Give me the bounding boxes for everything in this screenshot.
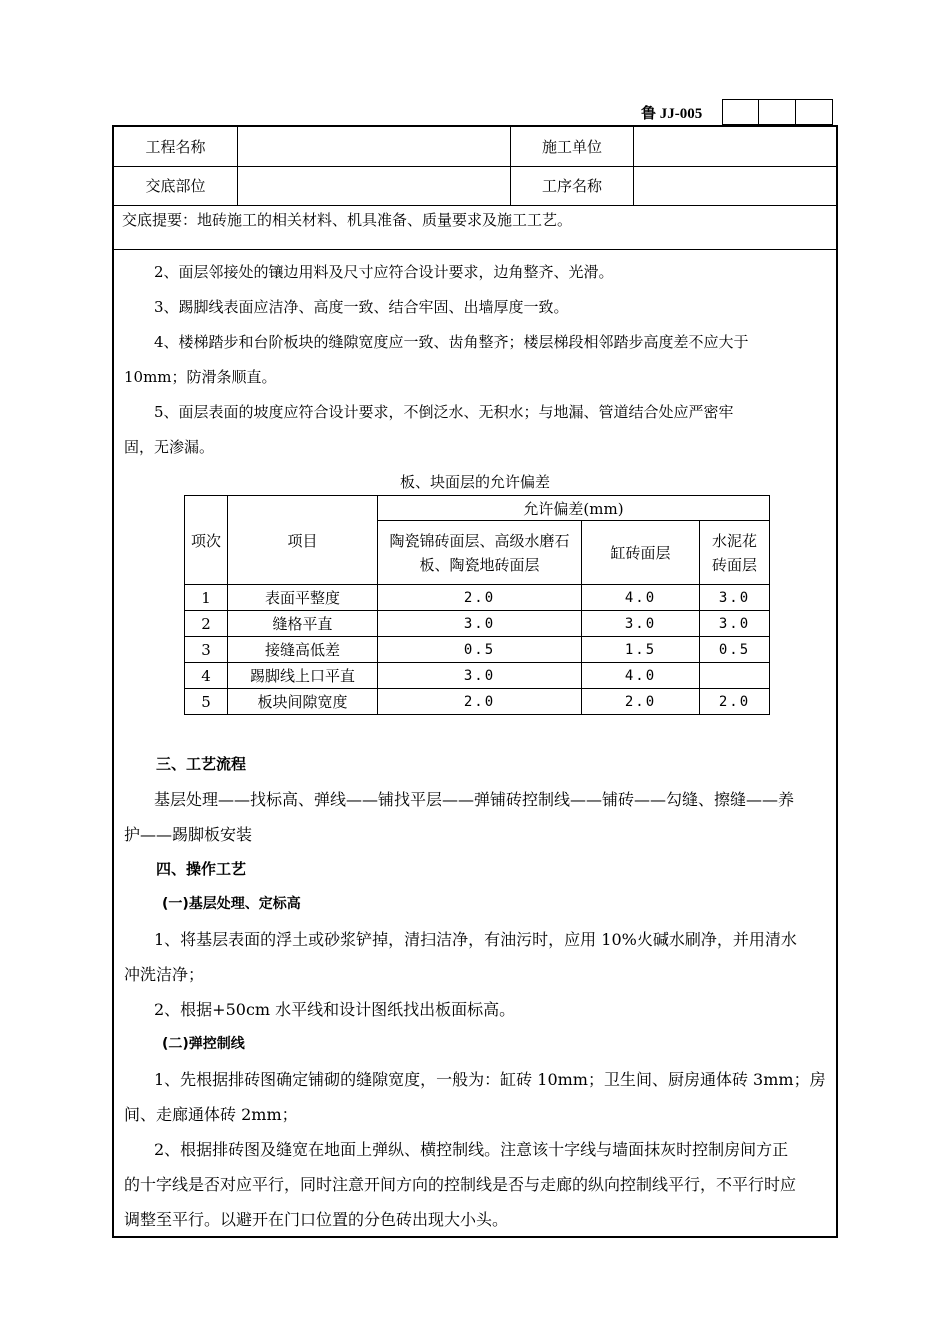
content-top bbox=[114, 251, 836, 497]
table-row bbox=[185, 585, 770, 611]
cell-b: 4.0 bbox=[582, 585, 700, 611]
paragraph: 基层处理——找标高、弹线——铺找平层——弹铺砖控制线——铺砖——勾缝、擦缝——养 bbox=[154, 790, 795, 809]
paragraph: 10mm；防滑条顺直。 bbox=[124, 368, 277, 386]
process-name-value[interactable] bbox=[634, 166, 836, 205]
cell-no: 4 bbox=[185, 663, 228, 689]
paragraph: 3、踢脚线表面应洁净、高度一致、结合牢固、出墙厚度一致。 bbox=[154, 298, 569, 316]
paragraph: 2、面层邻接处的镶边用料及尺寸应符合设计要求，边角整齐、光滑。 bbox=[154, 263, 614, 281]
cell-a: 2.0 bbox=[378, 585, 582, 611]
cell-c: 3.0 bbox=[700, 585, 770, 611]
paragraph: 2、根据排砖图及缝宽在地面上弹纵、横控制线。注意该十字线与墙面抹灰时控制房间方正 bbox=[154, 1140, 789, 1159]
cell-c bbox=[700, 663, 770, 689]
construction-unit-value[interactable] bbox=[634, 127, 836, 166]
info-row-1 bbox=[114, 127, 836, 167]
section-heading-process-flow: 三、工艺流程 bbox=[156, 755, 247, 773]
cell-b: 2.0 bbox=[582, 689, 700, 715]
cell-no: 5 bbox=[185, 689, 228, 715]
cell-no: 3 bbox=[185, 637, 228, 663]
header-no: 项次 bbox=[185, 496, 228, 585]
project-name-label: 工程名称 bbox=[114, 127, 238, 166]
table-row bbox=[185, 611, 770, 637]
paragraph: 冲洗洁净； bbox=[124, 965, 205, 984]
cell-c: 3.0 bbox=[700, 611, 770, 637]
handover-part-label: 交底部位 bbox=[114, 166, 238, 205]
cell-item: 踢脚线上口平直 bbox=[228, 663, 378, 689]
paragraph: 的十字线是否对应平行，同时注意开间方向的控制线是否与走廊的纵向控制线平行，不平行时应 bbox=[124, 1175, 797, 1194]
paragraph: 5、面层表面的坡度应符合设计要求，不倒泛水、无积水；与地漏、管道结合处应严密牢 bbox=[154, 403, 734, 421]
code-box-2 bbox=[759, 99, 796, 125]
table-row bbox=[185, 663, 770, 689]
deviation-table bbox=[184, 495, 770, 715]
header-col-b: 缸砖面层 bbox=[582, 521, 700, 585]
cell-b: 1.5 bbox=[582, 637, 700, 663]
code-box-3 bbox=[796, 99, 833, 125]
table-row bbox=[185, 637, 770, 663]
paragraph: 4、楼梯踏步和台阶板块的缝隙宽度应一致、齿角整齐；楼层梯段相邻踏步高度差不应大于 bbox=[154, 333, 749, 351]
paragraph: 固，无渗漏。 bbox=[124, 438, 215, 456]
cell-item: 缝格平直 bbox=[228, 611, 378, 637]
cell-c: 2.0 bbox=[700, 689, 770, 715]
content-lower bbox=[114, 747, 836, 1237]
header-item: 项目 bbox=[228, 496, 378, 585]
handover-form bbox=[112, 125, 838, 1238]
construction-unit-label: 施工单位 bbox=[511, 127, 634, 166]
cell-a: 3.0 bbox=[378, 611, 582, 637]
paragraph: 2、根据+50cm 水平线和设计图纸找出板面标高。 bbox=[154, 1000, 516, 1019]
subsection-heading: (一)基层处理、定标高 bbox=[162, 896, 301, 912]
handover-summary: 交底提要：地砖施工的相关材料、机具准备、质量要求及施工工艺。 bbox=[114, 205, 836, 250]
header-col-a: 陶瓷锦砖面层、高级水磨石板、陶瓷地砖面层 bbox=[378, 521, 582, 585]
paragraph: 1、将基层表面的浮土或砂浆铲掉，清扫洁净，有油污时，应用 10%火碱水刷净，并用清水 bbox=[154, 930, 797, 949]
form-code: 鲁 JJ-005 bbox=[641, 105, 703, 122]
process-name-label: 工序名称 bbox=[511, 166, 634, 205]
cell-a: 2.0 bbox=[378, 689, 582, 715]
subsection-heading: (二)弹控制线 bbox=[162, 1036, 245, 1052]
section-heading-operation: 四、操作工艺 bbox=[156, 860, 247, 878]
paragraph: 护——踢脚板安装 bbox=[124, 825, 253, 844]
cell-b: 4.0 bbox=[582, 663, 700, 689]
header-col-c: 水泥花砖面层 bbox=[700, 521, 770, 585]
cell-a: 0.5 bbox=[378, 637, 582, 663]
paragraph: 1、先根据排砖图确定铺砌的缝隙宽度，一般为：缸砖 10mm；卫生间、厨房通体砖 3mm；房 bbox=[154, 1070, 826, 1089]
cell-b: 3.0 bbox=[582, 611, 700, 637]
info-row-2 bbox=[114, 166, 836, 206]
form-code-row bbox=[641, 99, 833, 125]
cell-no: 1 bbox=[185, 585, 228, 611]
project-name-value[interactable] bbox=[238, 127, 511, 166]
cell-a: 3.0 bbox=[378, 663, 582, 689]
table-row bbox=[185, 689, 770, 715]
table-title: 板、块面层的允许偏差 bbox=[399, 473, 550, 491]
cell-item: 接缝高低差 bbox=[228, 637, 378, 663]
cell-no: 2 bbox=[185, 611, 228, 637]
code-box-1 bbox=[722, 99, 759, 125]
cell-item: 表面平整度 bbox=[228, 585, 378, 611]
paragraph: 间、走廊通体砖 2mm； bbox=[124, 1105, 298, 1124]
handover-part-value[interactable] bbox=[238, 166, 511, 205]
paragraph: 调整至平行。以避开在门口位置的分色砖出现大小头。 bbox=[124, 1210, 509, 1229]
cell-item: 板块间隙宽度 bbox=[228, 689, 378, 715]
cell-c: 0.5 bbox=[700, 637, 770, 663]
header-group: 允许偏差(mm) bbox=[378, 496, 770, 521]
